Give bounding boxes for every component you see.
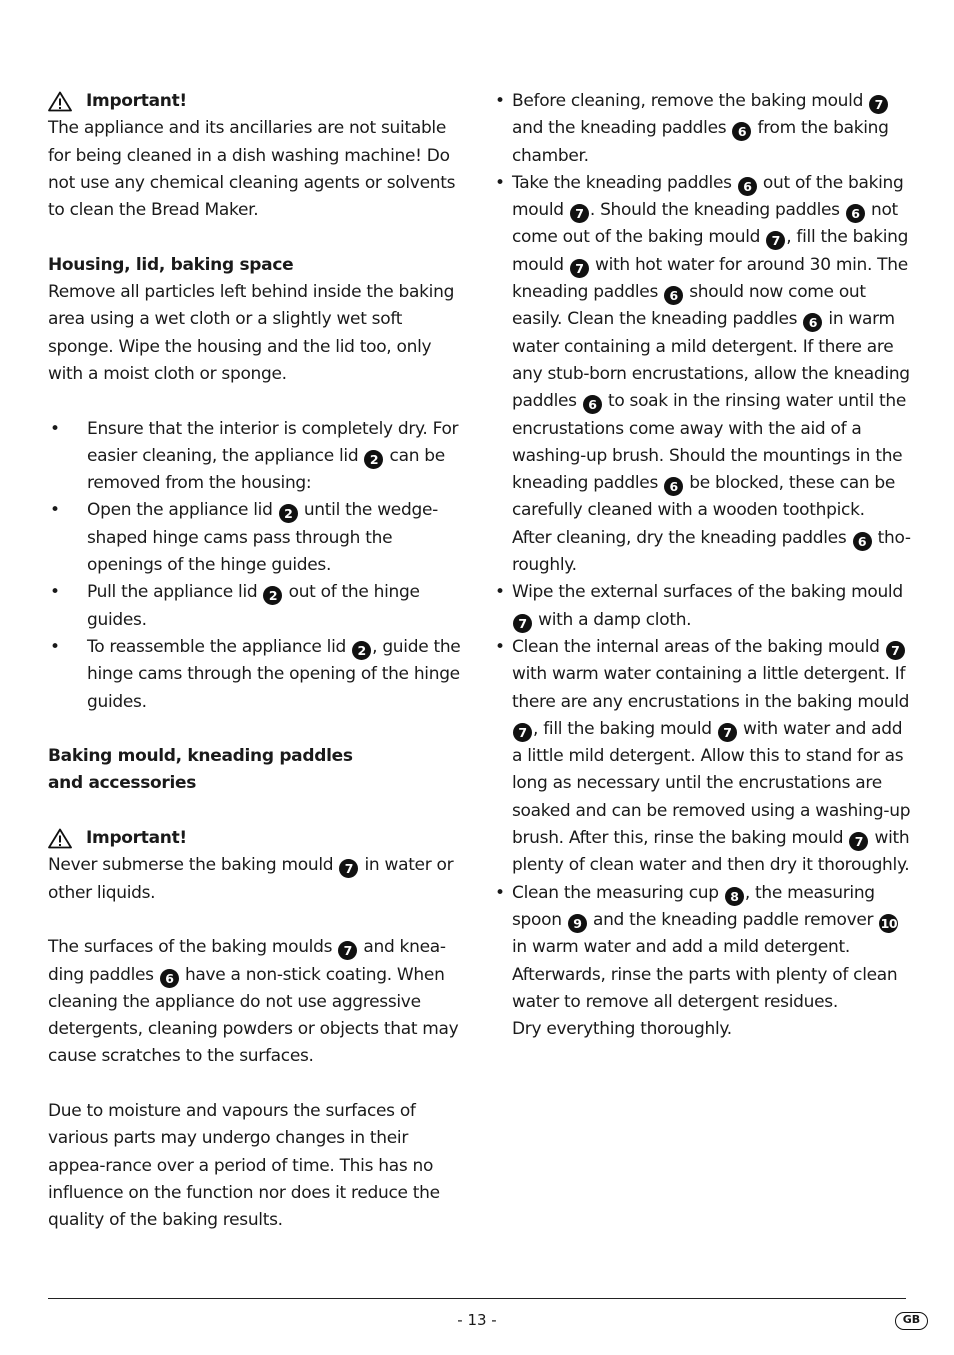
housing-text: Remove all particles left behind inside the baking area using a wet cloth or a slightly wet soft sponge. Wipe the housing and the lid too, only with a moist cloth or sponge.: [48, 282, 455, 384]
important-heading-2: [48, 825, 468, 852]
part-number-badge: 7: [570, 259, 589, 278]
important-text-1: The appliance and its ancillaries are not suitable for being cleaned in a dish washing machine! Do not use any chemical cleaning agents or solvents to clean the Bread Maker.: [48, 118, 456, 221]
footer-divider: [48, 1298, 906, 1299]
page-number: - 13 -: [457, 1311, 497, 1329]
surfaces-text: The surfaces of the baking moulds 7 and knea-ding paddles 6 have a non-stick coating. When cleaning the appliance do not use aggressive detergents, cleaning powders or objects that may cause scratches to the surfaces.: [48, 937, 459, 1067]
part-number-badge: 7: [886, 641, 905, 660]
list-item: • Clean the internal areas of the baking mould 7 with warm water containing a little detergent. If there are any encrustations in the baking mould 7 , fill the baking mould 7 with water and add a little mild detergent. Allow this to stand for as long as necessary until the encrustations are soaked and can be removed using a washing-up brush. After this, rinse the baking mould 7 with plenty of clean water and then dry it thoroughly.: [495, 634, 915, 880]
cleaning-steps-list: [495, 88, 915, 1043]
warning-icon: [48, 828, 72, 849]
part-number-badge: 8: [725, 887, 744, 906]
part-number-badge: 6: [160, 969, 179, 988]
housing-steps-list: [48, 416, 468, 716]
part-number-badge: 6: [583, 395, 602, 414]
list-item: • Clean the measuring cup 8 , the measuring spoon 9 and the kneading paddle remover 10 in warm water and add a mild detergent. Afterwards, rinse the parts with plenty of clean water to remove all detergent residues. Dry everything thoroughly.: [495, 880, 915, 1044]
part-number-badge: 2: [364, 450, 383, 469]
part-number-badge: 6: [846, 204, 865, 223]
part-number-badge: 2: [352, 641, 371, 660]
list-item: • Wipe the external surfaces of the baking mould 7 with a damp cloth.: [495, 579, 915, 634]
part-number-badge: 7: [339, 859, 358, 878]
section-heading-mould: Baking mould, kneading paddles and accessories: [48, 746, 353, 794]
part-number-badge: 7: [766, 231, 785, 250]
list-item: • To reassemble the appliance lid 2 , guide the hinge cams through the opening of the hinge guides.: [48, 634, 468, 716]
left-column: [48, 88, 468, 1234]
important-text-2: Never submerse the baking mould 7 in water or other liquids.: [48, 855, 454, 903]
important-label: Important!: [86, 828, 187, 849]
part-number-badge: 7: [513, 614, 532, 633]
list-item: • Take the kneading paddles 6 out of the baking mould 7 . Should the kneading paddles 6 not come out of the baking mould 7 , fill the baking mould 7 with hot water for around 30 min. The kneading paddles 6 should now come out easily. Clean the kneading paddles 6 in warm water containing a mild detergent. If there are any stub-born encrustations, allow the kneading paddles 6 to soak in the rinsing water until the encrustations come away with the aid of a washing-up brush. Should the mountings in the kneading paddles 6 be blocked, these can be carefully cleaned with a wooden toothpick. After cleaning, dry the kneading paddles 6 tho-roughly.: [495, 170, 915, 579]
part-number-badge: 7: [570, 204, 589, 223]
section-heading-housing: Housing, lid, baking space: [48, 254, 294, 275]
part-number-badge: 7: [869, 95, 888, 114]
part-number-badge: 6: [732, 122, 751, 141]
part-number-badge: 2: [279, 504, 298, 523]
part-number-badge: 7: [338, 941, 357, 960]
right-column: [495, 88, 915, 1043]
list-item: • Ensure that the interior is completely dry. For easier cleaning, the appliance lid 2 can be removed from the housing:: [48, 416, 468, 498]
list-item: • Pull the appliance lid 2 out of the hinge guides.: [48, 579, 468, 634]
list-item: • Before cleaning, remove the baking mould 7 and the kneading paddles 6 from the baking chamber.: [495, 88, 915, 170]
part-number-badge: 6: [738, 177, 757, 196]
important-heading-1: [48, 88, 468, 115]
part-number-badge: 7: [718, 723, 737, 742]
part-number-badge: 6: [853, 532, 872, 551]
language-badge: GB: [895, 1312, 928, 1330]
part-number-badge: 2: [263, 586, 282, 605]
part-number-badge: 7: [849, 832, 868, 851]
part-number-badge: 6: [664, 477, 683, 496]
part-number-badge: 7: [513, 723, 532, 742]
part-number-badge: 9: [568, 914, 587, 933]
important-label: Important!: [86, 91, 187, 111]
part-number-badge: 6: [803, 313, 822, 332]
list-item: • Open the appliance lid 2 until the wedge-shaped hinge cams pass through the openings of the hinge guides.: [48, 497, 468, 579]
part-number-badge: 6: [664, 286, 683, 305]
part-number-badge: 10: [880, 915, 898, 931]
moisture-text: Due to moisture and vapours the surfaces of various parts may undergo changes in their appea-rance over a period of time. This has no influence on the function nor does it reduce the quality of the baking results.: [48, 1100, 440, 1231]
warning-icon: [48, 91, 72, 112]
